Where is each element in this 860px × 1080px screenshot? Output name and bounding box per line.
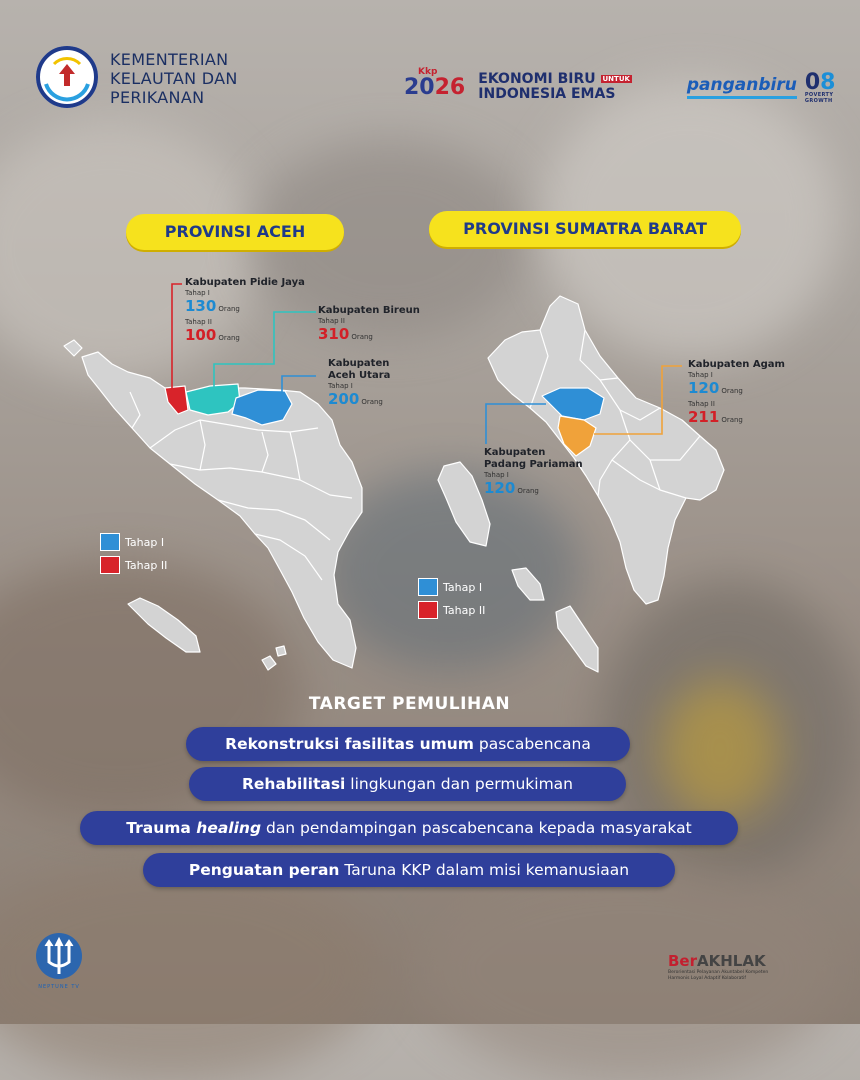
phase1-count [328,391,390,411]
berakhlak-ber: Ber [668,952,698,970]
label-aceh-utara [328,358,390,411]
regency-name-line: Kabupaten [484,447,546,458]
eight-digit: 8 [820,70,836,95]
neptune-text: NEPTUNE TV [38,984,80,990]
unit-label: Orang [517,487,539,495]
legend-swatch [100,556,120,574]
phase1-count [688,380,785,400]
target-item-3 [80,811,738,845]
simeulue-island [128,598,200,652]
legend-label: Tahap II [443,603,486,617]
target-bold-text: Trauma [126,819,197,837]
phase2-value: 211 [688,408,720,426]
legend-swatch [418,601,438,619]
legend-label: Tahap I [125,535,165,549]
legend-item-tahap1 [418,578,485,596]
target-item-2 [189,767,626,801]
unit-label: Orang [721,416,743,424]
pidie-leader-line [172,284,182,390]
phase1-count [484,480,583,500]
weh-island [64,340,82,356]
regency-name: Kabupaten Pidie Jaya [185,277,305,288]
phase2-count [185,327,305,347]
target-bold-text: Rehabilitasi [241,775,346,793]
eko-line2: INDONESIA EMAS [478,86,616,102]
legend-label: Tahap I [443,580,483,594]
legend-swatch [418,578,438,596]
province-sumbar-title: PROVINSI SUMATRA BARAT [429,211,741,247]
target-bold-text: Rekonstruksi fasilitas umum [225,735,474,753]
phase1-value: 130 [185,297,217,315]
target-bold-text: Penguatan peran [188,861,340,879]
ministry-line: KEMENTERIAN [110,50,229,69]
unit-label: Orang [361,398,383,406]
target-rest-text: lingkungan dan permukiman [345,775,574,793]
eko-line1: EKONOMI BIRU [478,71,596,87]
berakhlak-akhlak: AKHLAK [697,952,766,970]
ministry-line: KELAUTAN DAN [110,69,238,88]
label-bireun [318,305,420,346]
phase-label: Tahap I [328,382,353,390]
label-agam [688,359,785,429]
target-italic-text: healing [196,819,262,837]
berakhlak-subtitle: Berorientasi Pelayanan Akuntabel Kompeten [668,970,769,975]
legend-item-tahap2 [100,556,167,574]
panganbiru-logo: panganbiru [687,75,797,99]
target-rest-text: Taruna KKP dalam misi kemanusiaan [339,861,630,879]
phase-label: Tahap II [318,317,345,325]
phase1-value: 120 [688,379,720,397]
aceh-map [64,340,362,670]
pagai-island [556,606,598,672]
zero-eight-subtitle: POVERTY GROWTH [804,92,834,104]
unit-label: Orang [721,387,743,395]
phase2-value: 100 [185,326,217,344]
sipora-island [512,568,544,600]
legend-label: Tahap II [125,558,168,572]
phase2-count [318,326,420,346]
neptune-tv-logo [32,932,86,990]
target-item-4 [143,853,675,887]
legend-item-tahap2 [418,601,485,619]
phase1-value: 200 [328,390,360,408]
regency-name-line: Aceh Utara [328,370,391,381]
unit-label: Orang [218,334,240,342]
neptune-trident-icon [32,932,86,980]
unit-label: Orang [218,305,240,313]
phase-label: Tahap I [185,289,210,297]
legend-swatch [100,533,120,551]
untuk-badge: UNTUK [602,75,630,83]
target-rest-text: dan pendampingan pascabencana kepada masyarakat [261,819,692,837]
phase1-value: 120 [484,479,516,497]
regency-name: Kabupaten Bireun [318,305,420,316]
phase2-value: 310 [318,325,350,343]
siberut-island [438,462,490,546]
regency-name-line: Kabupaten [328,358,390,369]
phase2-count [688,409,785,429]
zero-digit: 0 [804,70,821,95]
target-item-1 [186,727,630,761]
label-padang-pariaman [484,447,583,500]
berakhlak-subtitle: Harmonis Loyal Adaptif Kolaboratif [668,976,747,981]
phase-label: Tahap I [484,471,509,479]
sumbar-legend [418,578,485,624]
unit-label: Orang [351,333,373,341]
phase-label: Tahap I [688,371,713,379]
ministry-line: PERIKANAN [110,88,205,107]
target-title: TARGET PEMULIHAN [308,694,511,714]
regency-name: Kabupaten Agam [688,359,785,370]
target-rest-text: pascabencana [473,735,591,753]
berakhlak-logo [668,952,786,982]
phase1-count [185,298,305,318]
kkp-sup-text: Kkp [418,66,438,77]
phase-label: Tahap II [688,400,715,408]
year-part-a: 20 [404,74,435,100]
regency-name-line: Padang Pariaman [484,459,583,470]
label-pidie-jaya [185,277,305,347]
province-aceh-title: PROVINSI ACEH [126,214,344,250]
legend-item-tahap1 [100,533,167,551]
aceh-legend [100,533,167,579]
year-part-b: 26 [434,74,466,100]
phase-label: Tahap II [185,318,212,326]
